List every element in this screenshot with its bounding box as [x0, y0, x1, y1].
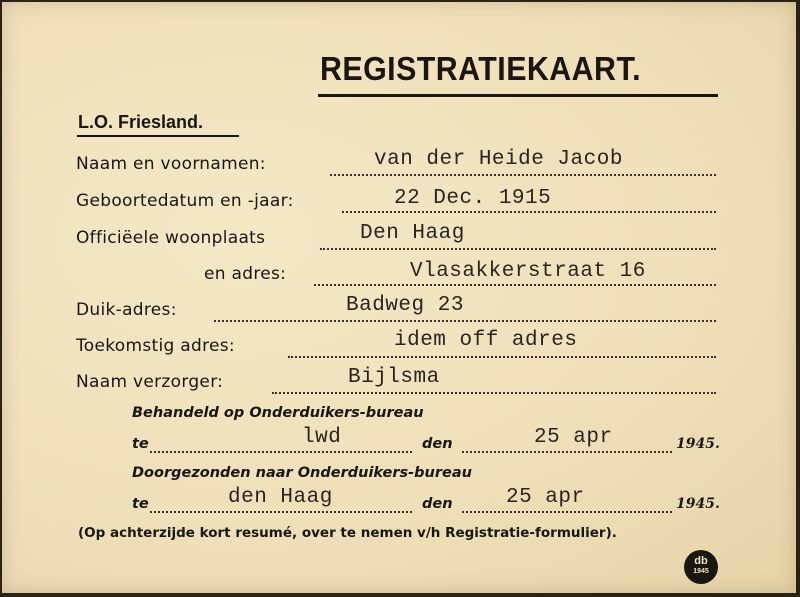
stamp-initials: db [694, 555, 708, 567]
forwarded-date-dotted-line [462, 511, 672, 513]
processed-heading: Behandeld op Onderduikers-bureau [132, 405, 424, 421]
forwarded-date-value: 25 apr [506, 486, 585, 509]
processed-year: 1945. [676, 436, 720, 452]
processed-date-dotted-line [462, 451, 672, 453]
caretaker-label: Naam verzorger: [76, 372, 224, 392]
processed-den-label: den [422, 436, 453, 452]
processed-te-label: te [132, 436, 149, 452]
future-address-dotted-line [288, 356, 716, 358]
processed-date-value: 25 apr [534, 426, 613, 449]
address-dotted-line [314, 284, 716, 286]
caretaker-dotted-line [272, 392, 716, 394]
caretaker-value: Bijlsma [348, 366, 440, 389]
forwarded-den-label: den [422, 496, 453, 512]
stamp-year: 1945 [693, 568, 709, 575]
residence-label: Officiëele woonplaats [76, 228, 266, 248]
organisation-underline [77, 135, 239, 137]
hiding-address-value: Badweg 23 [346, 294, 464, 317]
name-value: van der Heide Jacob [374, 148, 623, 171]
future-address-label: Toekomstig adres: [76, 336, 235, 356]
birthdate-dotted-line [342, 211, 716, 213]
address-label: en adres: [204, 264, 287, 284]
forwarded-te-label: te [132, 496, 149, 512]
forwarded-place-dotted-line [150, 511, 412, 513]
processed-place-dotted-line [150, 451, 412, 453]
hiding-address-dotted-line [214, 320, 716, 322]
address-value: Vlasakkerstraat 16 [410, 260, 646, 283]
footer-note: (Op achterzijde kort resumé, over te nemen v/h Registratie-formulier). [78, 525, 617, 541]
name-label: Naam en voornamen: [76, 154, 266, 174]
processed-place-value: lwd [302, 426, 342, 449]
card-title: REGISTRATIEKAART. [320, 50, 641, 87]
birthdate-value: 22 Dec. 1915 [394, 187, 552, 210]
hiding-address-label: Duik-adres: [76, 300, 177, 320]
name-dotted-line [330, 174, 716, 176]
future-address-value: idem off adres [394, 329, 578, 352]
forwarded-year: 1945. [676, 496, 720, 512]
residence-dotted-line [320, 248, 716, 250]
residence-value: Den Haag [360, 222, 465, 245]
forwarded-heading: Doorgezonden naar Onderduikers-bureau [132, 465, 472, 481]
printer-stamp-logo [684, 550, 718, 584]
organisation-label: L.O. Friesland. [78, 112, 204, 132]
birthdate-label: Geboortedatum en -jaar: [76, 191, 294, 211]
registration-card [2, 2, 796, 593]
forwarded-place-value: den Haag [228, 486, 333, 509]
title-underline [318, 94, 718, 97]
